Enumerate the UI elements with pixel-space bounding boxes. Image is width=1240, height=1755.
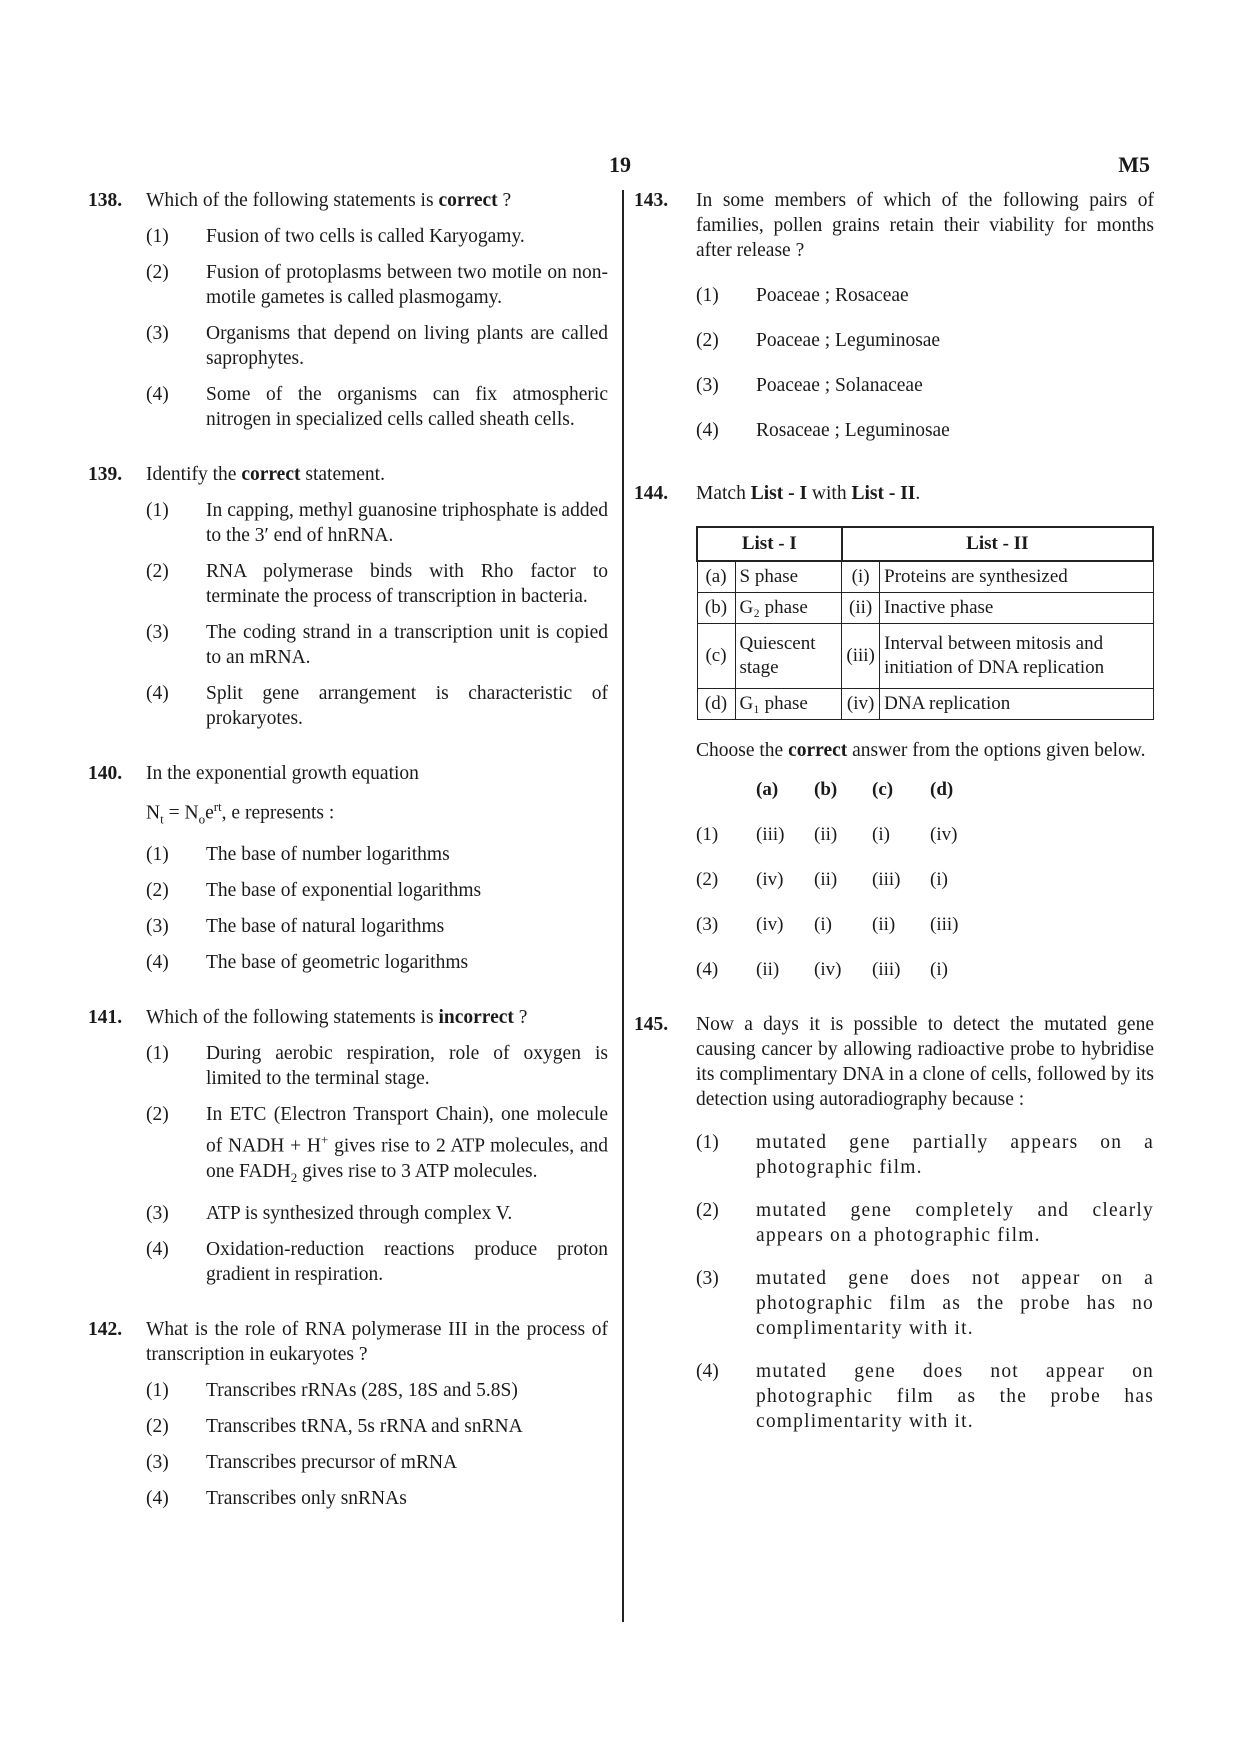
question-number: 139. (88, 464, 123, 485)
left-column (88, 188, 608, 1511)
instruction-text: Choose the correct answer from the options given below. (696, 740, 1146, 761)
question-text: Which of the following statements is incorrect ? (146, 1007, 528, 1029)
option-4: (4) Rosaceae ; Leguminosae (696, 420, 950, 441)
table-row: (d) G₁ phase (iv) DNA replication (697, 689, 1153, 720)
option-3: (3) The coding strand in a transcription unit is copied to an mRNA. (146, 622, 608, 668)
question-139 (88, 462, 608, 731)
question-number: 144. (634, 483, 669, 504)
table-row: (b) G₂ phase (ii) Inactive phase (697, 593, 1153, 624)
option-1: (1) Poaceae ; Rosaceae (696, 285, 909, 306)
option-1: (1) In capping, methyl guanosine triphosphate is added to the 3′ end of hnRNA. (146, 500, 608, 546)
option-3: (3) Transcribes precursor of mRNA (146, 1451, 458, 1473)
growth-equation: $N_t = N_oe^{rt}$, e represents : (146, 799, 335, 827)
question-145 (634, 1012, 1154, 1434)
option-4: (4) Transcribes only snRNAs (146, 1487, 407, 1509)
right-column (634, 188, 1154, 1434)
question-text: Match List - I with List - II. (696, 483, 921, 504)
option-1: (1) Transcribes rRNAs (28S, 18S and 5.8S) (146, 1379, 518, 1401)
question-number: 142. (88, 1318, 123, 1340)
option-3: (3) ATP is synthesized through complex V. (146, 1202, 513, 1224)
question-text: What is the role of RNA polymerase III in the process of transcription in eukaryotes ? (146, 1318, 608, 1365)
option-2: (2) Poaceae ; Leguminosae (696, 330, 941, 351)
question-140 (88, 761, 608, 975)
option-1: (1) mutated gene partially appears on a photographic film. (696, 1132, 1154, 1178)
option-4: (4) Some of the organisms can fix atmospheric nitrogen in specialized cells called sheath cells. (146, 384, 608, 430)
question-text: Identify the correct statement. (146, 464, 385, 485)
question-number: 145. (634, 1014, 669, 1035)
list-2-header: List - II (842, 527, 1153, 561)
option-1: (1) Fusion of two cells is called Karyogamy. (146, 226, 525, 247)
option-2: (2) In ETC (Electron Transport Chain), one molecule of NADH + H+ gives rise to 2 ATP molecules, and one $FADH_2$ gives rise to 3 ATP molecules. (146, 1104, 609, 1185)
table-row: (a) S phase (i) Proteins are synthesized (697, 561, 1153, 593)
option-4: (4) (ii) (iv) (iii) (i) (696, 959, 948, 980)
option-3: (3) Poaceae ; Solanaceae (696, 375, 923, 396)
option-2: (2) mutated gene completely and clearly appears on a photographic film. (696, 1200, 1154, 1246)
option-4: (4) mutated gene does not appear on photographic film as the probe has complimentarity with it. (696, 1361, 1154, 1432)
paper-code: M5 (1118, 152, 1150, 177)
option-4: (4) Oxidation-reduction reactions produce proton gradient in respiration. (146, 1238, 608, 1285)
option-4: (4) The base of geometric logarithms (146, 952, 469, 974)
question-text: Now a days it is possible to detect the mutated gene causing cancer by allowing radioactive probe to hybridise its complimentary DNA in a clone of cells, followed by its detection using autoradiography because : (696, 1014, 1154, 1110)
option-4: (4) Split gene arrangement is characteristic of prokaryotes. (146, 683, 608, 729)
column-divider (622, 190, 624, 1622)
question-number: 138. (88, 190, 123, 211)
question-text: In some members of which of the following pairs of families, pollen grains retain their viability for months after release ? (696, 190, 1154, 261)
option-1: (1) The base of number logarithms (146, 844, 450, 866)
question-text: In the exponential growth equation (146, 763, 419, 784)
question-144 (634, 481, 1154, 1002)
question-number: 140. (88, 763, 123, 784)
question-138 (88, 188, 608, 432)
question-number: 141. (88, 1007, 123, 1029)
option-2: (2) Fusion of protoplasms between two motile on non-motile gametes is called plasmogamy. (146, 262, 608, 308)
question-number: 143. (634, 190, 669, 211)
list-1-header: List - I (697, 527, 842, 561)
option-1: (1) (iii) (ii) (i) (iv) (696, 824, 958, 845)
option-2: (2) The base of exponential logarithms (146, 880, 482, 902)
option-3: (3) mutated gene does not appear on a photographic film as the probe has no complimentarity with it. (696, 1268, 1154, 1339)
question-text: Which of the following statements is correct ? (146, 190, 512, 211)
option-2: (2) Transcribes tRNA, 5s rRNA and snRNA (146, 1415, 523, 1437)
match-table (696, 526, 1154, 720)
option-3: (3) The base of natural logarithms (146, 916, 445, 938)
table-row: (c) Quiescent stage (iii) Interval between mitosis and initiation of DNA replication (697, 624, 1153, 689)
option-2: (2) RNA polymerase binds with Rho factor to terminate the process of transcription in bacteria. (146, 561, 608, 607)
page-number: 19 (609, 152, 631, 177)
option-1: (1) During aerobic respiration, role of oxygen is limited to the terminal stage. (146, 1043, 608, 1090)
question-142 (88, 1317, 608, 1511)
answer-options-table: (a) (b) (c) (d) (1) (iii) (ii) (i) (iv) (2) (iv) (ii) (iii) (i) (3) (iv) (i) (ii) (iii) (4) (ii) (iv) (iii) (i) (696, 777, 959, 1002)
option-3: (3) Organisms that depend on living plants are called saprophytes. (146, 323, 608, 369)
option-2: (2) (iv) (ii) (iii) (i) (696, 869, 948, 890)
question-143 (634, 188, 1154, 443)
option-3: (3) (iv) (i) (ii) (iii) (696, 914, 959, 935)
question-141 (88, 1005, 608, 1286)
